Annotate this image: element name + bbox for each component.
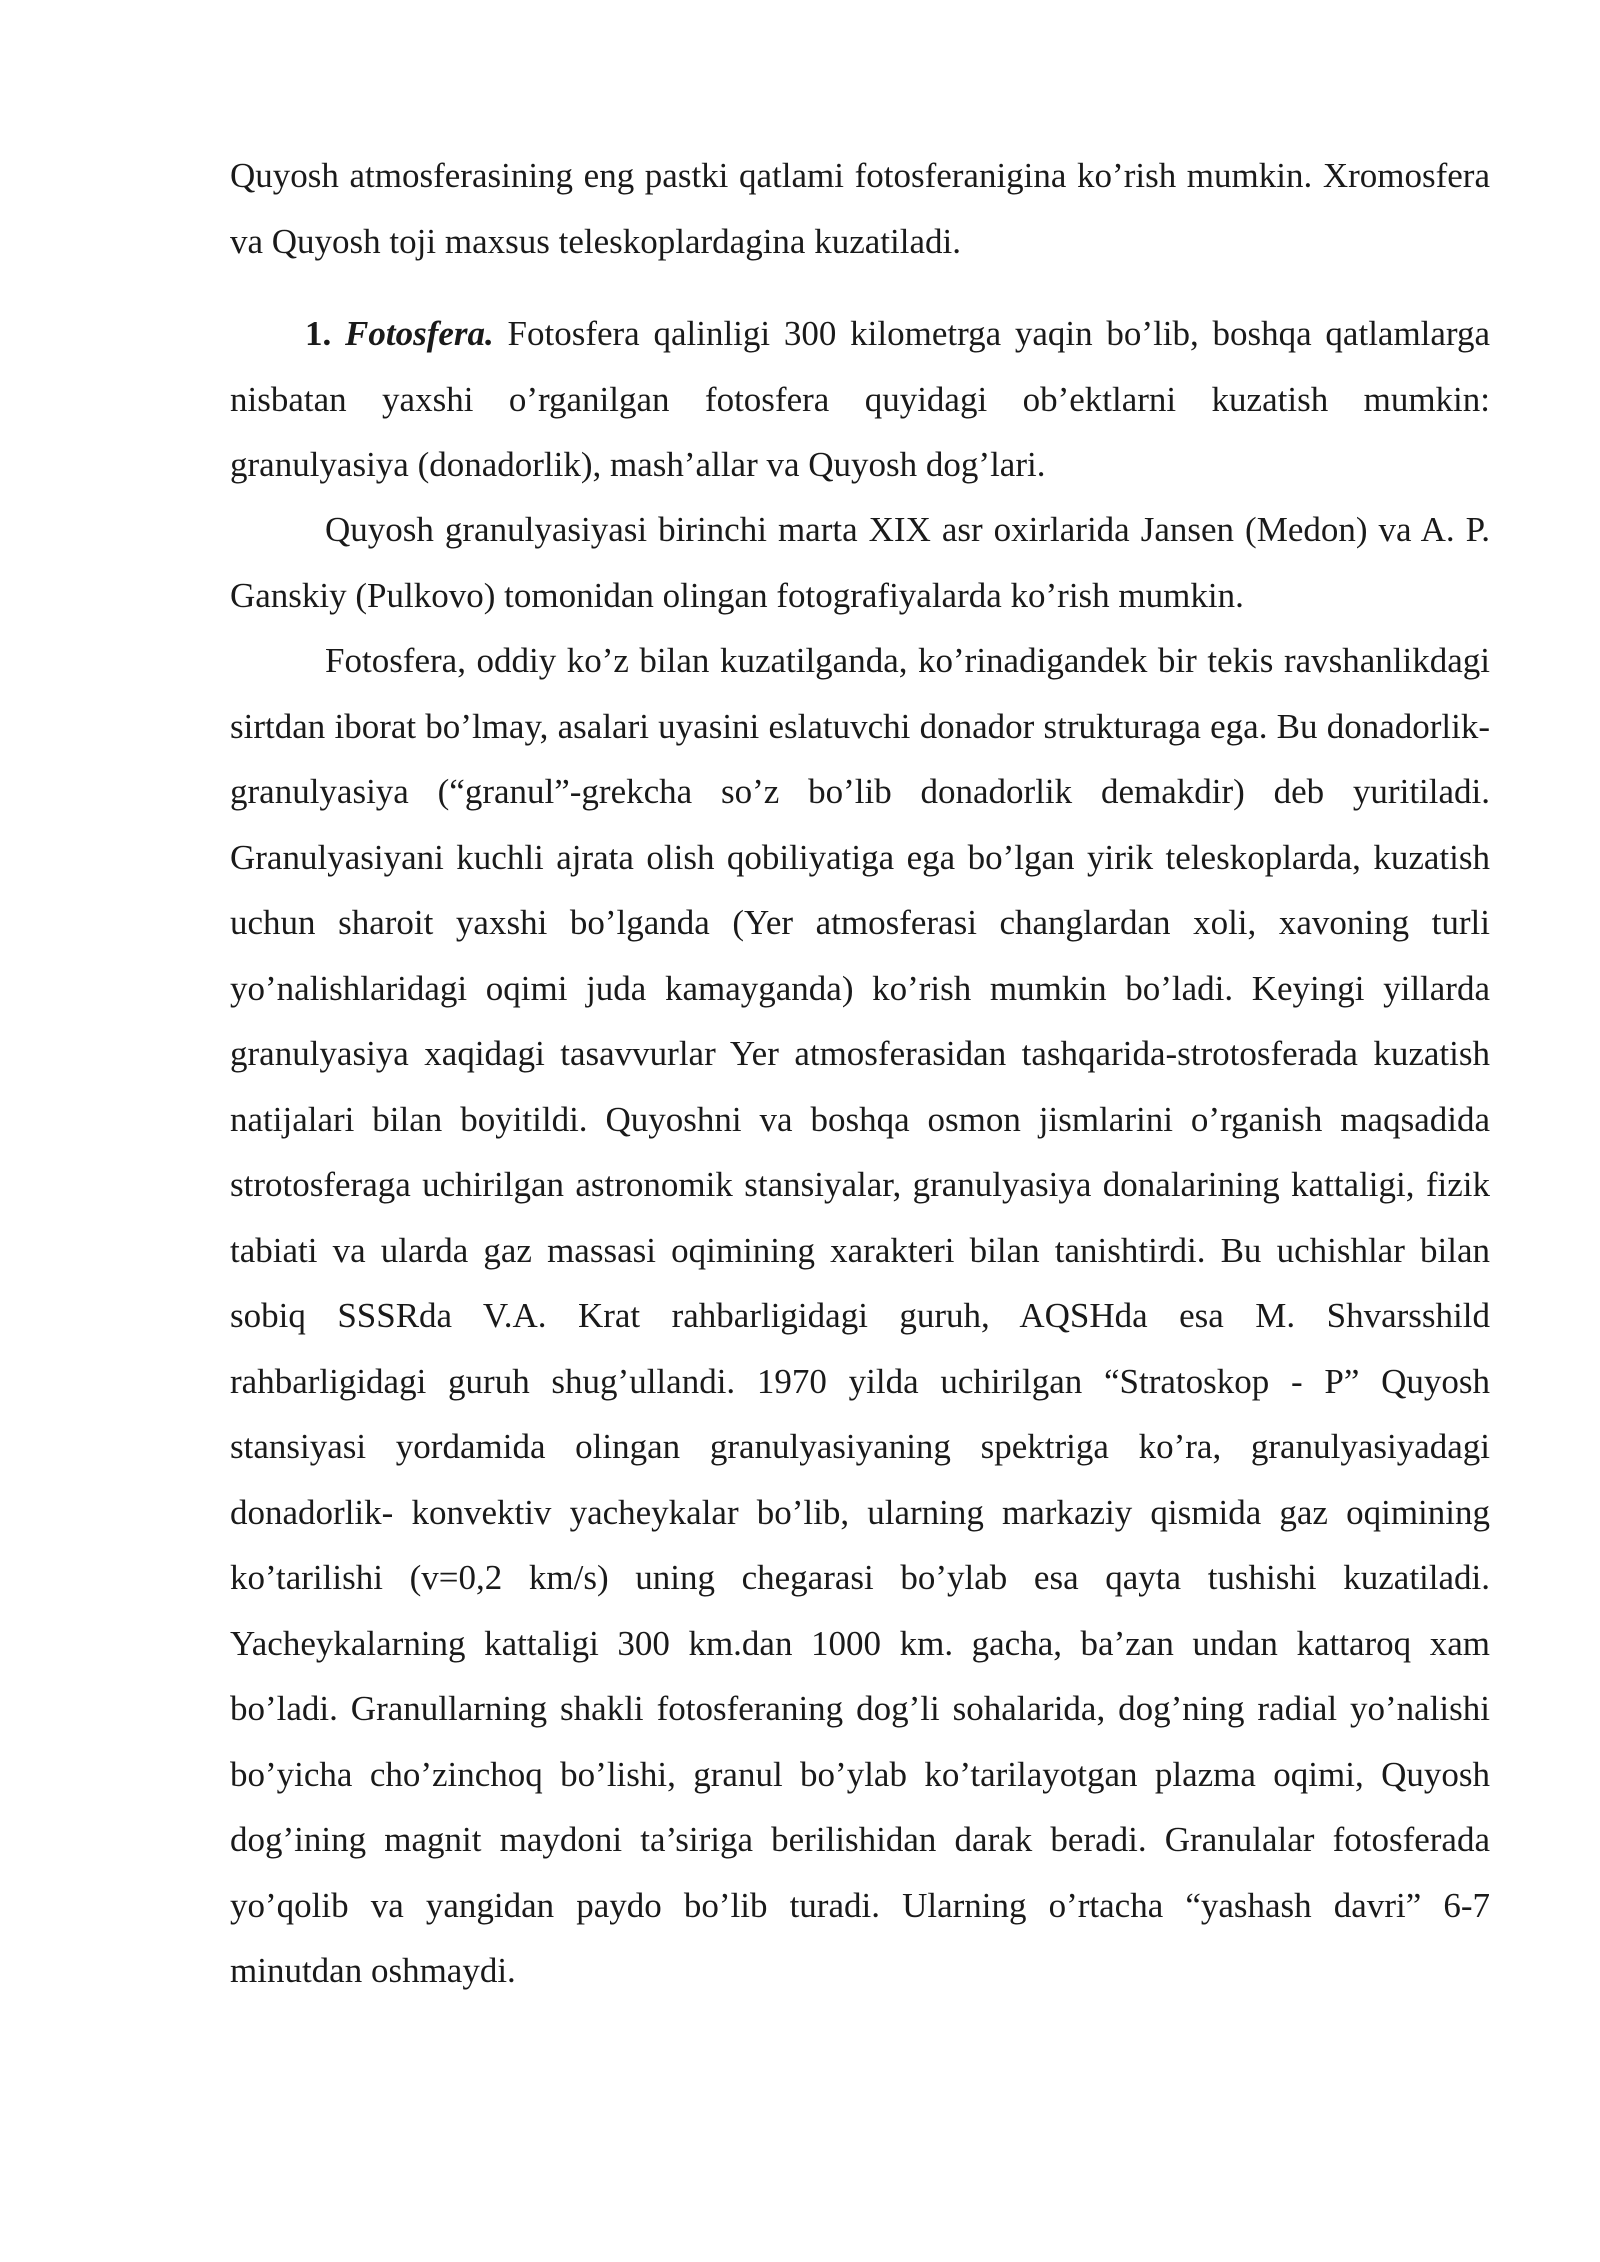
intro-paragraph: Quyosh atmosferasining eng pastki qatlami fotosferanigina ko’rish mumkin. Xromosfera va Quyosh toji maxsus teleskoplardagina kuzatiladi.: [230, 156, 1490, 261]
section-title: Fotosfera.: [345, 314, 494, 353]
granulation-history-paragraph: Quyosh granulyasiyasi birinchi marta XIX asr oxirlarida Jansen (Medon) va A. P. Ganskiy (Pulkovo) tomonidan olingan fotografiyalarda ko’rish mumkin.: [230, 510, 1490, 615]
section-body: Fotosfera qalinligi 300 kilometrga yaqin bo’lib, boshqa qatlamlarga nisbatan yaxshi o’rganilgan fotosfera quyidagi ob’ektlarni kuzatish mumkin: granulyasiya (donadorlik), mash’allar va Quyosh dog’lari.: [230, 314, 1490, 484]
section-photosphere-paragraph: [230, 301, 1490, 498]
section-number: 1.: [305, 314, 332, 353]
observation-paragraph: Fotosfera, oddiy ko’z bilan kuzatilganda, ko’rinadigandek bir tekis ravshanlikdagi sirtdan iborat bo’lmay, asalari uyasini eslatuvchi donador strukturaga ega. Bu donadorlik-granulyasiya (“granul”-grekcha so’z bo’lib donadorlik demakdir) deb yuritiladi. Granulyasiyani kuchli ajrata olish qobiliyatiga ega bo’lgan yirik teleskoplarda, kuzatish uchun sharoit yaxshi bo’lganda (Yer atmosferasi changlardan xoli, xavoning turli yo’nalishlaridagi oqimi juda kamayganda) ko’rish mumkin bo’ladi. Keyingi yillarda granulyasiya xaqidagi tasavvurlar Yer atmosferasidan tashqarida-strotosferada kuzatish natijalari bilan boyitildi. Quyoshni va boshqa osmon jismlarini o’rganish maqsadida strotosferaga uchirilgan astronomik stansiyalar, granulyasiya donalarining kattaligi, fizik tabiati va ularda gaz massasi oqimining xarakteri bilan tanishtirdi. Bu uchishlar bilan sobiq SSSRda V.A. Krat rahbarligidagi guruh, AQSHda esa M. Shvarsshild rahbarligidagi guruh shug’ullandi. 1970 yilda uchirilgan “Stratoskop - P” Quyosh stansiyasi yordamida olingan granulyasiyaning spektriga ko’ra, granulyasiyadagi donadorlik- konvektiv yacheykalar bo’lib, ularning markaziy qismida gaz oqimining ko’tarilishi (v=0,2 km/s) uning chegarasi bo’ylab esa qayta tushishi kuzatiladi. Yacheykalarning kattaligi 300 km.dan 1000 km. gacha, ba’zan undan kattaroq xam bo’ladi. Granullarning shakli fotosferaning dog’li sohalarida, dog’ning radial yo’nalishi bo’yicha cho’zinchoq bo’lishi, granul bo’ylab ko’tarilayotgan plazma oqimi, Quyosh dog’ining magnit maydoni ta’siriga berilishidan darak beradi. Granulalar fotosferada yo’qolib va yangidan paydo bo’lib turadi. Ularning o’rtacha “yashash davri” 6-7 minutdan oshmaydi.: [230, 641, 1490, 1990]
